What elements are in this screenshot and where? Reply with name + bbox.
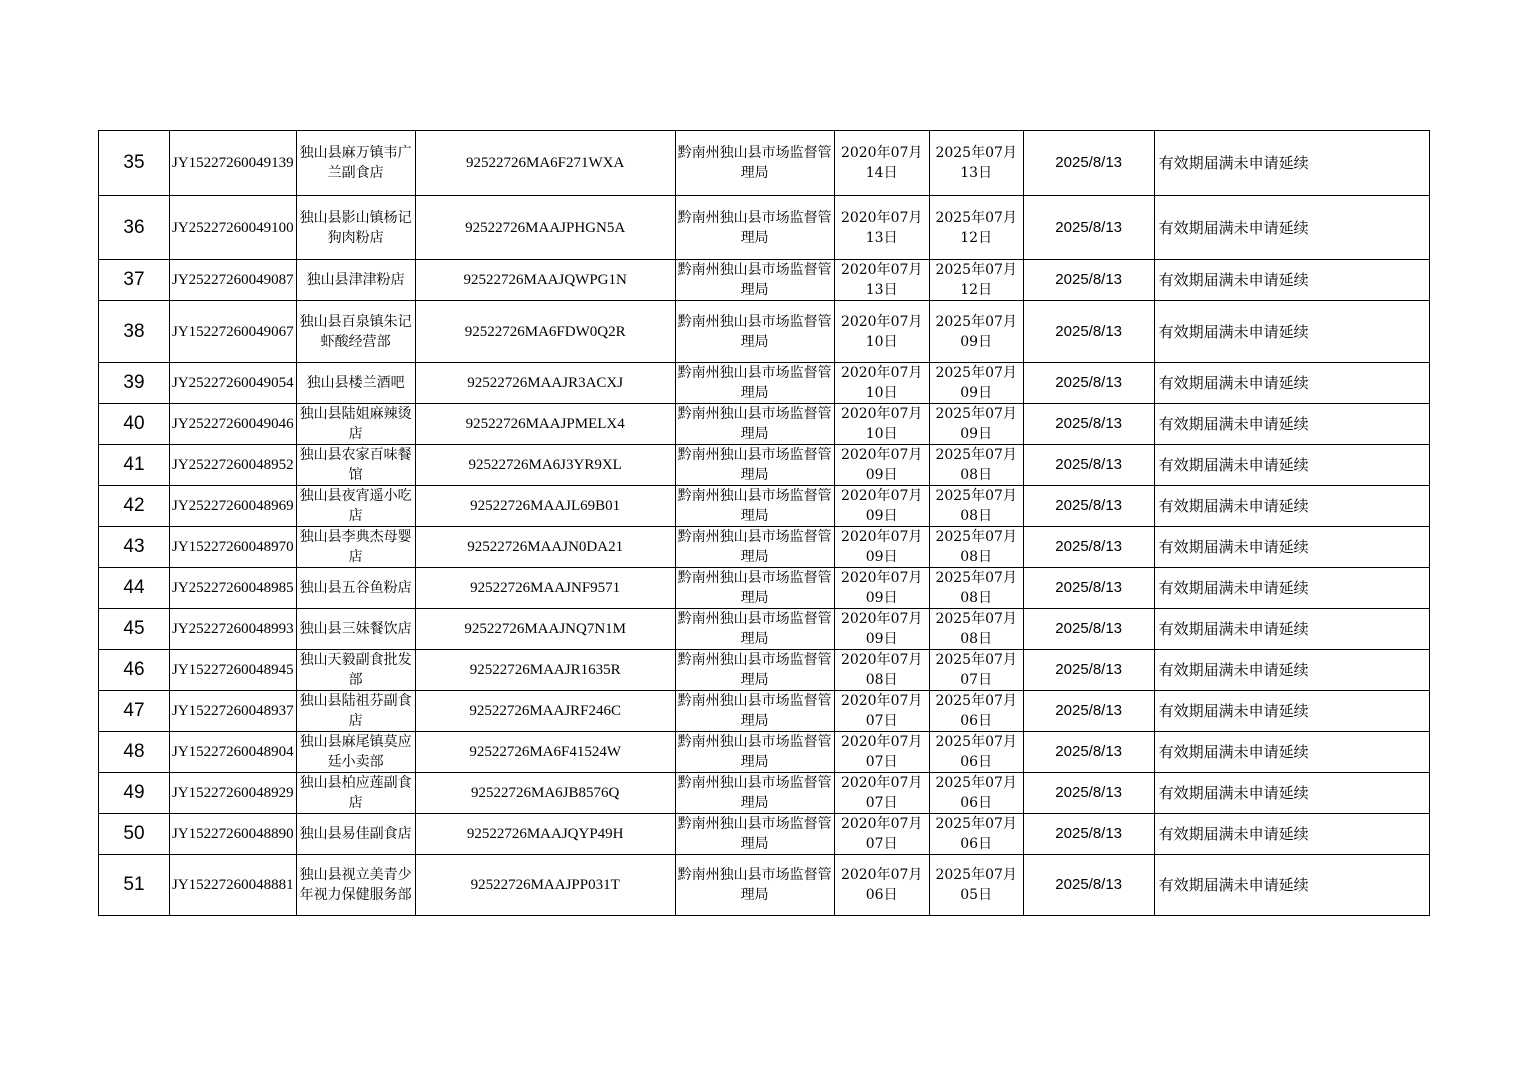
business-name-cell: 独山县易佳副食店: [296, 814, 415, 855]
issuing-authority-cell: 黔南州独山县市场监督管理局: [675, 609, 834, 650]
table-row: [99, 650, 1430, 691]
expiry-date-cell: 2025年07月09日: [929, 363, 1023, 404]
cancellation-reason-cell: 有效期届满未申请延续: [1154, 732, 1429, 773]
expiry-date-cell: 2025年07月06日: [929, 691, 1023, 732]
issuing-authority-cell: 黔南州独山县市场监督管理局: [675, 301, 834, 363]
cancellation-reason-cell: 有效期届满未申请延续: [1154, 650, 1429, 691]
issuing-authority-cell: 黔南州独山县市场监督管理局: [675, 773, 834, 814]
issuing-authority-cell: 黔南州独山县市场监督管理局: [675, 486, 834, 527]
license-number-cell: JY25227260049054: [170, 363, 297, 404]
cancellation-reason-cell: 有效期届满未申请延续: [1154, 196, 1429, 260]
credit-code-cell: 92522726MAAJPMELX4: [415, 404, 675, 445]
issuing-authority-cell: 黔南州独山县市场监督管理局: [675, 732, 834, 773]
issuing-authority-cell: 黔南州独山县市场监督管理局: [675, 855, 834, 916]
issue-date-cell: 2020年07月13日: [834, 260, 929, 301]
row-number-cell: 47: [99, 691, 170, 732]
row-number-cell: 51: [99, 855, 170, 916]
issue-date-cell: 2020年07月07日: [834, 814, 929, 855]
issuing-authority-cell: 黔南州独山县市场监督管理局: [675, 131, 834, 196]
license-number-cell: JY25227260049087: [170, 260, 297, 301]
credit-code-cell: 92522726MA6FDW0Q2R: [415, 301, 675, 363]
expiry-date-cell: 2025年07月08日: [929, 609, 1023, 650]
row-number-cell: 39: [99, 363, 170, 404]
credit-code-cell: 92522726MA6J3YR9XL: [415, 445, 675, 486]
cancellation-date-cell: 2025/8/13: [1023, 527, 1154, 568]
business-name-cell: 独山县影山镇杨记狗肉粉店: [296, 196, 415, 260]
license-number-cell: JY15227260048945: [170, 650, 297, 691]
license-number-cell: JY15227260048937: [170, 691, 297, 732]
license-number-cell: JY25227260049100: [170, 196, 297, 260]
cancellation-date-cell: 2025/8/13: [1023, 260, 1154, 301]
license-number-cell: JY15227260048929: [170, 773, 297, 814]
cancellation-reason-cell: 有效期届满未申请延续: [1154, 855, 1429, 916]
license-number-cell: JY25227260049046: [170, 404, 297, 445]
credit-code-cell: 92522726MAAJPHGN5A: [415, 196, 675, 260]
cancellation-reason-cell: 有效期届满未申请延续: [1154, 363, 1429, 404]
row-number-cell: 49: [99, 773, 170, 814]
license-number-cell: JY25227260048993: [170, 609, 297, 650]
expiry-date-cell: 2025年07月09日: [929, 301, 1023, 363]
row-number-cell: 50: [99, 814, 170, 855]
license-number-cell: JY25227260048969: [170, 486, 297, 527]
cancellation-date-cell: 2025/8/13: [1023, 363, 1154, 404]
issue-date-cell: 2020年07月13日: [834, 196, 929, 260]
cancellation-reason-cell: 有效期届满未申请延续: [1154, 568, 1429, 609]
row-number-cell: 48: [99, 732, 170, 773]
business-name-cell: 独山县三妹餐饮店: [296, 609, 415, 650]
cancellation-date-cell: 2025/8/13: [1023, 404, 1154, 445]
business-name-cell: 独山县津津粉店: [296, 260, 415, 301]
table-row: [99, 196, 1430, 260]
expiry-date-cell: 2025年07月08日: [929, 527, 1023, 568]
expiry-date-cell: 2025年07月06日: [929, 814, 1023, 855]
expiry-date-cell: 2025年07月09日: [929, 404, 1023, 445]
table-row: [99, 404, 1430, 445]
table-row: [99, 855, 1430, 916]
credit-code-cell: 92522726MAAJR1635R: [415, 650, 675, 691]
business-name-cell: 独山县百泉镇朱记虾酸经营部: [296, 301, 415, 363]
table-row: [99, 814, 1430, 855]
issue-date-cell: 2020年07月07日: [834, 773, 929, 814]
issuing-authority-cell: 黔南州独山县市场监督管理局: [675, 404, 834, 445]
credit-code-cell: 92522726MAAJL69B01: [415, 486, 675, 527]
cancellation-reason-cell: 有效期届满未申请延续: [1154, 527, 1429, 568]
license-cancellation-table: [98, 130, 1430, 916]
row-number-cell: 35: [99, 131, 170, 196]
issuing-authority-cell: 黔南州独山县市场监督管理局: [675, 568, 834, 609]
table-row: [99, 131, 1430, 196]
issue-date-cell: 2020年07月07日: [834, 691, 929, 732]
business-name-cell: 独山县麻万镇韦广兰副食店: [296, 131, 415, 196]
cancellation-reason-cell: 有效期届满未申请延续: [1154, 691, 1429, 732]
credit-code-cell: 92522726MA6JB8576Q: [415, 773, 675, 814]
credit-code-cell: 92522726MAAJR3ACXJ: [415, 363, 675, 404]
row-number-cell: 37: [99, 260, 170, 301]
issue-date-cell: 2020年07月10日: [834, 404, 929, 445]
license-number-cell: JY15227260048890: [170, 814, 297, 855]
cancellation-date-cell: 2025/8/13: [1023, 732, 1154, 773]
credit-code-cell: 92522726MAAJNQ7N1M: [415, 609, 675, 650]
cancellation-reason-cell: 有效期届满未申请延续: [1154, 486, 1429, 527]
expiry-date-cell: 2025年07月12日: [929, 196, 1023, 260]
expiry-date-cell: 2025年07月07日: [929, 650, 1023, 691]
issue-date-cell: 2020年07月09日: [834, 445, 929, 486]
business-name-cell: 独山县陆姐麻辣烫店: [296, 404, 415, 445]
table-row: [99, 260, 1430, 301]
table-row: [99, 691, 1430, 732]
issuing-authority-cell: 黔南州独山县市场监督管理局: [675, 445, 834, 486]
credit-code-cell: 92522726MA6F41524W: [415, 732, 675, 773]
cancellation-date-cell: 2025/8/13: [1023, 650, 1154, 691]
cancellation-reason-cell: 有效期届满未申请延续: [1154, 445, 1429, 486]
row-number-cell: 45: [99, 609, 170, 650]
issue-date-cell: 2020年07月09日: [834, 568, 929, 609]
cancellation-date-cell: 2025/8/13: [1023, 301, 1154, 363]
row-number-cell: 43: [99, 527, 170, 568]
expiry-date-cell: 2025年07月13日: [929, 131, 1023, 196]
cancellation-reason-cell: 有效期届满未申请延续: [1154, 404, 1429, 445]
table-row: [99, 445, 1430, 486]
license-number-cell: JY25227260048952: [170, 445, 297, 486]
credit-code-cell: 92522726MAAJPP031T: [415, 855, 675, 916]
credit-code-cell: 92522726MAAJNF9571: [415, 568, 675, 609]
cancellation-date-cell: 2025/8/13: [1023, 855, 1154, 916]
expiry-date-cell: 2025年07月12日: [929, 260, 1023, 301]
business-name-cell: 独山县农家百味餐馆: [296, 445, 415, 486]
credit-code-cell: 92522726MAAJQWPG1N: [415, 260, 675, 301]
issue-date-cell: 2020年07月07日: [834, 732, 929, 773]
cancellation-date-cell: 2025/8/13: [1023, 486, 1154, 527]
table-row: [99, 301, 1430, 363]
table-row: [99, 486, 1430, 527]
credit-code-cell: 92522726MAAJRF246C: [415, 691, 675, 732]
business-name-cell: 独山县视立美青少年视力保健服务部: [296, 855, 415, 916]
cancellation-reason-cell: 有效期届满未申请延续: [1154, 260, 1429, 301]
license-number-cell: JY15227260049139: [170, 131, 297, 196]
issuing-authority-cell: 黔南州独山县市场监督管理局: [675, 691, 834, 732]
expiry-date-cell: 2025年07月06日: [929, 732, 1023, 773]
license-number-cell: JY15227260049067: [170, 301, 297, 363]
table-row: [99, 568, 1430, 609]
issue-date-cell: 2020年07月10日: [834, 363, 929, 404]
cancellation-reason-cell: 有效期届满未申请延续: [1154, 131, 1429, 196]
business-name-cell: 独山县楼兰酒吧: [296, 363, 415, 404]
business-name-cell: 独山县麻尾镇莫应廷小卖部: [296, 732, 415, 773]
business-name-cell: 独山县五谷鱼粉店: [296, 568, 415, 609]
expiry-date-cell: 2025年07月08日: [929, 568, 1023, 609]
credit-code-cell: 92522726MAAJN0DA21: [415, 527, 675, 568]
license-number-cell: JY15227260048904: [170, 732, 297, 773]
row-number-cell: 36: [99, 196, 170, 260]
table-row: [99, 363, 1430, 404]
cancellation-reason-cell: 有效期届满未申请延续: [1154, 773, 1429, 814]
cancellation-date-cell: 2025/8/13: [1023, 814, 1154, 855]
issuing-authority-cell: 黔南州独山县市场监督管理局: [675, 260, 834, 301]
business-name-cell: 独山县李典杰母婴店: [296, 527, 415, 568]
issue-date-cell: 2020年07月14日: [834, 131, 929, 196]
issue-date-cell: 2020年07月06日: [834, 855, 929, 916]
cancellation-reason-cell: 有效期届满未申请延续: [1154, 609, 1429, 650]
row-number-cell: 42: [99, 486, 170, 527]
issue-date-cell: 2020年07月09日: [834, 527, 929, 568]
row-number-cell: 46: [99, 650, 170, 691]
issuing-authority-cell: 黔南州独山县市场监督管理局: [675, 196, 834, 260]
business-name-cell: 独山县夜宵遥小吃店: [296, 486, 415, 527]
row-number-cell: 41: [99, 445, 170, 486]
license-number-cell: JY25227260048985: [170, 568, 297, 609]
issuing-authority-cell: 黔南州独山县市场监督管理局: [675, 363, 834, 404]
cancellation-date-cell: 2025/8/13: [1023, 691, 1154, 732]
expiry-date-cell: 2025年07月08日: [929, 445, 1023, 486]
expiry-date-cell: 2025年07月08日: [929, 486, 1023, 527]
table-row: [99, 773, 1430, 814]
table-row: [99, 609, 1430, 650]
license-number-cell: JY15227260048881: [170, 855, 297, 916]
business-name-cell: 独山天毅副食批发部: [296, 650, 415, 691]
table-row: [99, 527, 1430, 568]
table-row: [99, 732, 1430, 773]
issuing-authority-cell: 黔南州独山县市场监督管理局: [675, 527, 834, 568]
issue-date-cell: 2020年07月08日: [834, 650, 929, 691]
issue-date-cell: 2020年07月09日: [834, 486, 929, 527]
cancellation-reason-cell: 有效期届满未申请延续: [1154, 301, 1429, 363]
issuing-authority-cell: 黔南州独山县市场监督管理局: [675, 650, 834, 691]
cancellation-date-cell: 2025/8/13: [1023, 773, 1154, 814]
business-name-cell: 独山县柏应莲副食店: [296, 773, 415, 814]
cancellation-date-cell: 2025/8/13: [1023, 568, 1154, 609]
cancellation-date-cell: 2025/8/13: [1023, 609, 1154, 650]
license-number-cell: JY15227260048970: [170, 527, 297, 568]
credit-code-cell: 92522726MA6F271WXA: [415, 131, 675, 196]
row-number-cell: 40: [99, 404, 170, 445]
issue-date-cell: 2020年07月09日: [834, 609, 929, 650]
cancellation-date-cell: 2025/8/13: [1023, 445, 1154, 486]
cancellation-date-cell: 2025/8/13: [1023, 131, 1154, 196]
issuing-authority-cell: 黔南州独山县市场监督管理局: [675, 814, 834, 855]
row-number-cell: 44: [99, 568, 170, 609]
cancellation-date-cell: 2025/8/13: [1023, 196, 1154, 260]
business-name-cell: 独山县陆祖芬副食店: [296, 691, 415, 732]
expiry-date-cell: 2025年07月05日: [929, 855, 1023, 916]
cancellation-reason-cell: 有效期届满未申请延续: [1154, 814, 1429, 855]
row-number-cell: 38: [99, 301, 170, 363]
expiry-date-cell: 2025年07月06日: [929, 773, 1023, 814]
table-body: [99, 131, 1430, 916]
credit-code-cell: 92522726MAAJQYP49H: [415, 814, 675, 855]
issue-date-cell: 2020年07月10日: [834, 301, 929, 363]
